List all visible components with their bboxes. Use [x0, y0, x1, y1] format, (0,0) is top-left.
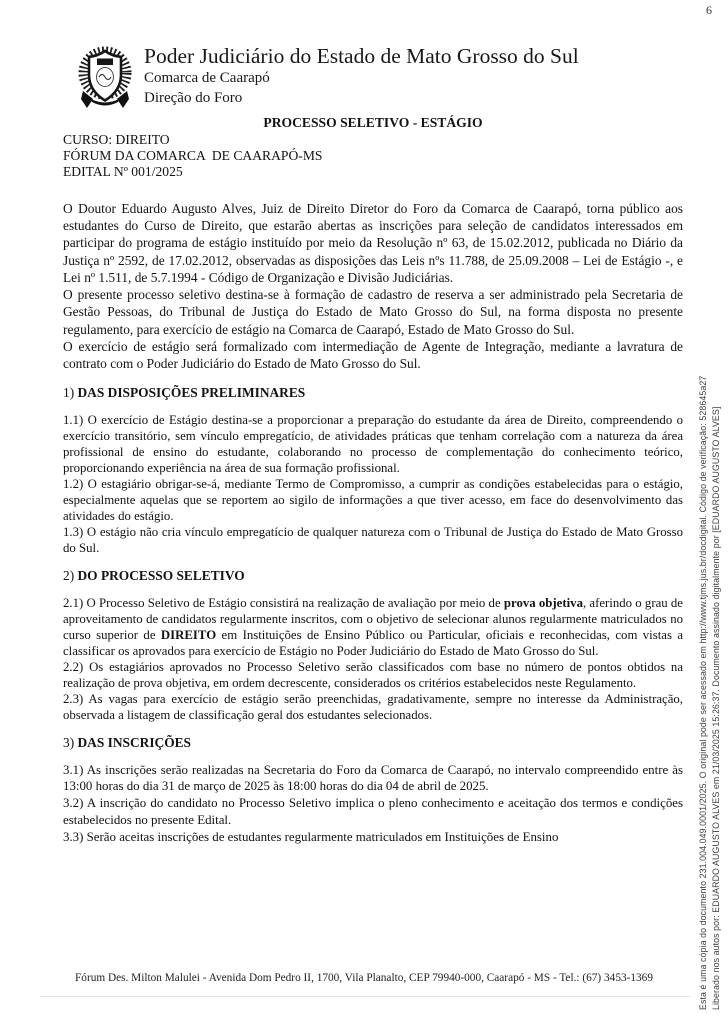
paragraph-1-2: 1.2) O estagiário obrigar-se-á, mediante Termo de Compromisso, a cumprir as condições estabelecidas para o estágio, especialmente aquelas que se reportem ao sigilo de informações a que tiver acesso, em face do desenvolvimento das atividades do estágio. — [63, 476, 683, 523]
forum-line: FÓRUM DA COMARCA DE CAARAPÓ-MS — [63, 148, 323, 164]
section-1-title: DAS DISPOSIÇÕES PRELIMINARES — [77, 384, 306, 400]
department-name: Direção do Foro — [144, 89, 243, 106]
document-title: PROCESSO SELETIVO - ESTÁGIO — [263, 115, 483, 130]
edital-meta — [63, 132, 683, 181]
verification-line-2: Liberado nos autos por: EDUARDO AUGUSTO ALVES em 21/03/2025 15:26:37. Documento assinado digitalmente por [EDUARDO AUGUSTO ALVES] — [710, 406, 721, 1010]
paragraph-2-1-bold-direito: DIREITO — [160, 627, 217, 642]
verification-line-1: Esta é uma cópia do documento 231.004.049.0001/2025. O original pode ser acessado em http://www.tjms.jus.br/docdigital. Código de verificação: 528645a27 — [698, 375, 708, 1010]
intro-paragraph-2: O presente processo seletivo destina-se à formação de cadastro de reserva a ser administrado pela Secretaria de Gestão Pessoas, do Tribunal de Justiça do Estado de Mato Grosso do Sul, na forma disposta no presente regulamento, para exercício de estágio na Comarca de Caarapó, Estado de Mato Grosso do Sul. — [63, 287, 683, 337]
org-name: Poder Judiciário do Estado de Mato Grosso do Sul — [144, 44, 579, 68]
paragraph-2-3: 2.3) As vagas para exercício de estágio serão preenchidas, gradativamente, sempre no interesse da Administração, observada a listagem de classificação geral dos estudantes selecionados. — [63, 691, 683, 722]
section-1-number: 1) — [63, 384, 78, 400]
paragraph-2-1-text: em Instituições de Ensino Público ou Particular, oficiais e reconhecidas, com vistas a classificar os aprovados para exercício de Estágio no Poder Judiciário do Estado de Mato Grosso do Sul. — [63, 627, 684, 658]
intro-paragraph-1: O Doutor Eduardo Augusto Alves, Juiz de Direito Diretor do Foro da Comarca de Caarapó, torna público aos estudantes do Curso de Direito, que estarão abertas as inscrições para seleção de candidatos interessados em participar do programa de estágio instituído por meio da Resolução nº 63, de 15.02.2012, publicada no Diário da Justiça nº 2592, de 17.02.2012, observadas as disposições das Leis nºs 11.788, de 25.09.2008 – Lei de Estágio -, e Lei nº 1.511, de 5.7.1994 - Código de Organização e Divisão Judiciárias. — [63, 200, 683, 285]
tjms-coat-of-arms-icon — [73, 42, 137, 112]
section-1-heading — [63, 384, 683, 401]
section-3-number: 3) — [63, 734, 78, 750]
section-2-number: 2) — [63, 567, 78, 583]
section-2-heading — [63, 567, 683, 584]
paragraph-1-3: 1.3) O estágio não cria vínculo empregatício de qualquer natureza com o Tribunal de Justiça do Estado de Mato Grosso do Sul. — [63, 524, 683, 555]
digital-verification-stamp — [697, 0, 722, 1010]
paragraph-3-2: 3.2) A inscrição do candidato no Processo Seletivo implica o pleno conhecimento e aceitação dos termos e condições estabelecidos no presente Edital. — [63, 796, 683, 828]
letterhead-text — [144, 42, 579, 108]
footer-address: Fórum Des. Milton Malulei - Avenida Dom Pedro II, 1700, Vila Planalto, CEP 79940-000, Caarapó - MS - Tel.: (67) 3453-1369 — [75, 972, 653, 984]
page-footer — [0, 971, 728, 985]
footer-divider — [40, 996, 690, 997]
paragraph-1-1: 1.1) O exercício de Estágio destina-se a proporcionar a preparação do estudante da área de Direito, compreendendo o exercício transitório, sem vínculo empregatício, de atividades práticas que tenham correlação com a natureza da área profissional de ensino do estudante, colaborando no processo de complementação do conhecimento teórico, proporcionando experiência na área de sua formação profissional. — [63, 412, 683, 475]
paragraph-2-1-bold-prova-objetiva: prova objetiva — [503, 595, 583, 610]
paragraph-3-3: 3.3) Serão aceitas inscrições de estudantes regularmente matriculados em Instituições de Ensino — [63, 830, 559, 845]
edital-number-line: EDITAL Nº 001/2025 — [63, 164, 183, 180]
paragraph-3-1: 3.1) As inscrições serão realizadas na Secretaria do Foro da Comarca de Caarapó, no intervalo compreendido entre às 13:00 horas do dia 31 de março de 2025 às 18:00 horas do dia 04 de abril de 2025. — [63, 762, 683, 794]
section-3-heading — [63, 734, 683, 751]
section-3-title: DAS INSCRIÇÕES — [77, 734, 191, 750]
course-line: CURSO: DIREITO — [63, 132, 170, 147]
intro-paragraph-3: O exercício de estágio será formalizado com intermediação de Agente de Integração, mediante a lavratura de contrato com o Poder Judiciário do Estado de Mato Grosso do Sul. — [63, 338, 683, 372]
paragraph-2-1 — [63, 595, 683, 659]
paragraph-2-2: 2.2) Os estagiários aprovados no Processo Seletivo serão classificados com base no número de pontos obtidos na realização de prova objetiva, em ordem decrescente, considerados os critérios estabelecidos neste Regulamento. — [63, 659, 683, 690]
paragraph-2-1-text: , aferindo o grau de aproveitamento de candidatos regularmente inscritos, com o objetivo de selecionar alunos regularmente matriculados no curso superior de — [63, 595, 683, 642]
page-number: 6 — [706, 3, 712, 17]
section-2-title: DO PROCESSO SELETIVO — [77, 567, 245, 583]
district-name: Comarca de Caarapó — [144, 70, 270, 86]
letterhead — [73, 42, 579, 112]
paragraph-2-1-text: 2.1) O Processo Seletivo de Estágio consistirá na realização de avaliação por meio de — [63, 595, 504, 610]
document-body — [63, 114, 683, 846]
